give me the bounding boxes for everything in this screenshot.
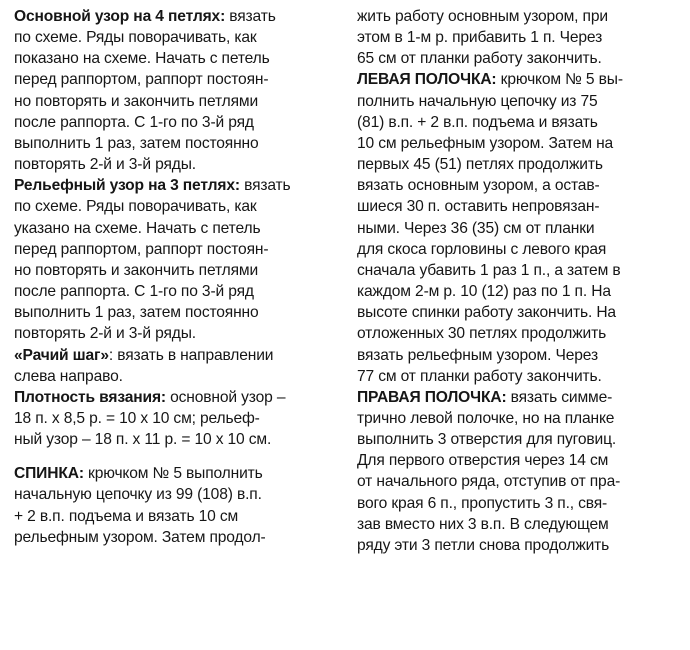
body-text: повторять 2-й и 3-й ряды. [14, 156, 196, 174]
body-text: зав вместо них 3 в.п. В следующем [357, 515, 609, 533]
body-text: слева направо. [14, 367, 123, 385]
paragraph [357, 387, 677, 556]
text-line [357, 175, 677, 196]
body-text: выполнить 1 раз, затем постоянно [14, 134, 259, 152]
body-text: выполнить 3 отверстия для пуговиц. [357, 431, 617, 449]
text-line [357, 429, 677, 450]
text-line [357, 471, 677, 492]
text-line [14, 429, 332, 450]
heading-text: «Рачий шаг» [14, 346, 109, 364]
body-text: полнить начальную цепочку из 75 [357, 92, 598, 110]
paragraph [14, 387, 332, 450]
text-line [14, 484, 332, 505]
text-line [14, 196, 332, 217]
text-line [14, 48, 332, 69]
text-line [14, 133, 332, 154]
body-text: отложенных 30 петлях продолжить [357, 325, 607, 343]
body-text: ный узор – 18 п. х 11 р. = 10 х 10 см. [14, 431, 272, 449]
body-text: этом в 1-м р. прибавить 1 п. Через [357, 29, 603, 47]
heading-text: СПИНКА: [14, 465, 84, 483]
body-text: ряду эти 3 петли снова продолжить [357, 536, 610, 554]
text-line [357, 239, 677, 260]
body-text: Для первого отверстия через 14 см [357, 452, 609, 470]
text-line [14, 366, 332, 387]
text-line [357, 6, 677, 27]
text-line [14, 323, 332, 344]
body-text: сначала убавить 1 раз 1 п., а затем в [357, 261, 621, 279]
text-line [14, 6, 332, 27]
body-text: вого края 6 п., пропустить 3 п., свя- [357, 494, 608, 512]
body-text: после раппорта. С 1-го по 3-й ряд [14, 113, 254, 131]
paragraph [14, 463, 332, 548]
text-line [14, 463, 332, 484]
text-line [14, 218, 332, 239]
body-text: : вязать в направлении [108, 346, 274, 364]
text-line [14, 69, 332, 90]
text-line [357, 514, 677, 535]
paragraph [357, 6, 677, 69]
heading-text: Плотность вязания: [14, 388, 166, 406]
paragraph [14, 345, 332, 387]
text-line [357, 133, 677, 154]
body-text: основной узор – [165, 388, 286, 406]
text-line [14, 527, 332, 548]
body-text: крючком № 5 вы- [496, 71, 623, 89]
body-text: 77 см от планки работу закончить. [357, 367, 602, 385]
body-text: выполнить 1 раз, затем постоянно [14, 304, 259, 322]
body-text: вязать [225, 8, 276, 25]
body-text: трично левой полочке, но на планке [357, 409, 615, 427]
text-column-left [14, 6, 332, 548]
text-line [357, 196, 677, 217]
text-line [357, 302, 677, 323]
body-text: 65 см от планки работу закончить. [357, 50, 602, 68]
body-text: (81) в.п. + 2 в.п. подъема и вязать [357, 113, 598, 131]
text-column-right [357, 6, 677, 556]
body-text: но повторять и закончить петлями [14, 261, 259, 279]
body-text: каждом 2-м р. 10 (12) раз по 1 п. На [357, 283, 611, 301]
text-line [357, 408, 677, 429]
paragraph [14, 175, 332, 344]
body-text: показано на схеме. Начать с петель [14, 50, 270, 68]
text-line [357, 450, 677, 471]
text-line [357, 281, 677, 302]
text-line [14, 506, 332, 527]
text-line [14, 154, 332, 175]
body-text: перед раппортом, раппорт постоян- [14, 240, 269, 258]
body-text: указано на схеме. Начать с петель [14, 219, 261, 237]
body-text: но повторять и закончить петлями [14, 92, 259, 110]
text-line [357, 112, 677, 133]
paragraph [14, 6, 332, 175]
text-line [357, 218, 677, 239]
text-line [14, 281, 332, 302]
text-line [14, 260, 332, 281]
text-line [14, 239, 332, 260]
heading-text: ПРАВАЯ ПОЛОЧКА: [357, 388, 507, 406]
text-line [357, 387, 677, 408]
text-line [14, 302, 332, 323]
text-line [14, 175, 332, 196]
body-text: жить работу основным узором, при [357, 8, 608, 25]
body-text: высоте спинки работу закончить. На [357, 304, 616, 322]
body-text: по схеме. Ряды поворачивать, как [14, 29, 257, 47]
heading-text: Рельефный узор на 3 петлях: [14, 177, 240, 195]
text-line [357, 91, 677, 112]
body-text: для скоса горловины с левого края [357, 240, 607, 258]
text-line [357, 493, 677, 514]
text-line [357, 345, 677, 366]
text-line [14, 387, 332, 408]
body-text: от начального ряда, отступив от пра- [357, 473, 621, 491]
text-line [357, 535, 677, 556]
text-line [14, 91, 332, 112]
text-line [357, 69, 677, 90]
body-text: ными. Через 36 (35) см от планки [357, 219, 595, 237]
body-text: по схеме. Ряды поворачивать, как [14, 198, 257, 216]
body-text: рельефным узором. Затем продол- [14, 528, 266, 546]
text-line [357, 366, 677, 387]
text-line [14, 408, 332, 429]
text-line [357, 154, 677, 175]
text-line [357, 260, 677, 281]
body-text: + 2 в.п. подъема и вязать 10 см [14, 507, 239, 525]
body-text: вязать [239, 177, 291, 195]
body-text: крючком № 5 выполнить [83, 465, 263, 483]
text-line [357, 48, 677, 69]
body-text: вязать симме- [506, 388, 613, 406]
body-text: перед раппортом, раппорт постоян- [14, 71, 269, 89]
body-text: повторять 2-й и 3-й ряды. [14, 325, 196, 343]
text-line [357, 27, 677, 48]
text-line [14, 345, 332, 366]
text-line [357, 323, 677, 344]
body-text: начальную цепочку из 99 (108) в.п. [14, 486, 262, 504]
body-text: после раппорта. С 1-го по 3-й ряд [14, 283, 254, 301]
body-text: шиеся 30 п. оставить непровязан- [357, 198, 600, 216]
body-text: первых 45 (51) петлях продолжить [357, 156, 603, 174]
body-text: вязать основным узором, а остав- [357, 177, 600, 195]
body-text: 18 п. х 8,5 р. = 10 х 10 см; рельеф- [14, 409, 260, 427]
body-text: 10 см рельефным узором. Затем на [357, 134, 614, 152]
text-line [14, 112, 332, 133]
heading-text: ЛЕВАЯ ПОЛОЧКА: [357, 71, 497, 89]
heading-text: Основной узор на 4 петлях: [14, 8, 226, 25]
paragraph-spacer [14, 450, 332, 463]
body-text: вязать рельефным узором. Через [357, 346, 598, 364]
text-line [14, 27, 332, 48]
paragraph [357, 69, 677, 386]
